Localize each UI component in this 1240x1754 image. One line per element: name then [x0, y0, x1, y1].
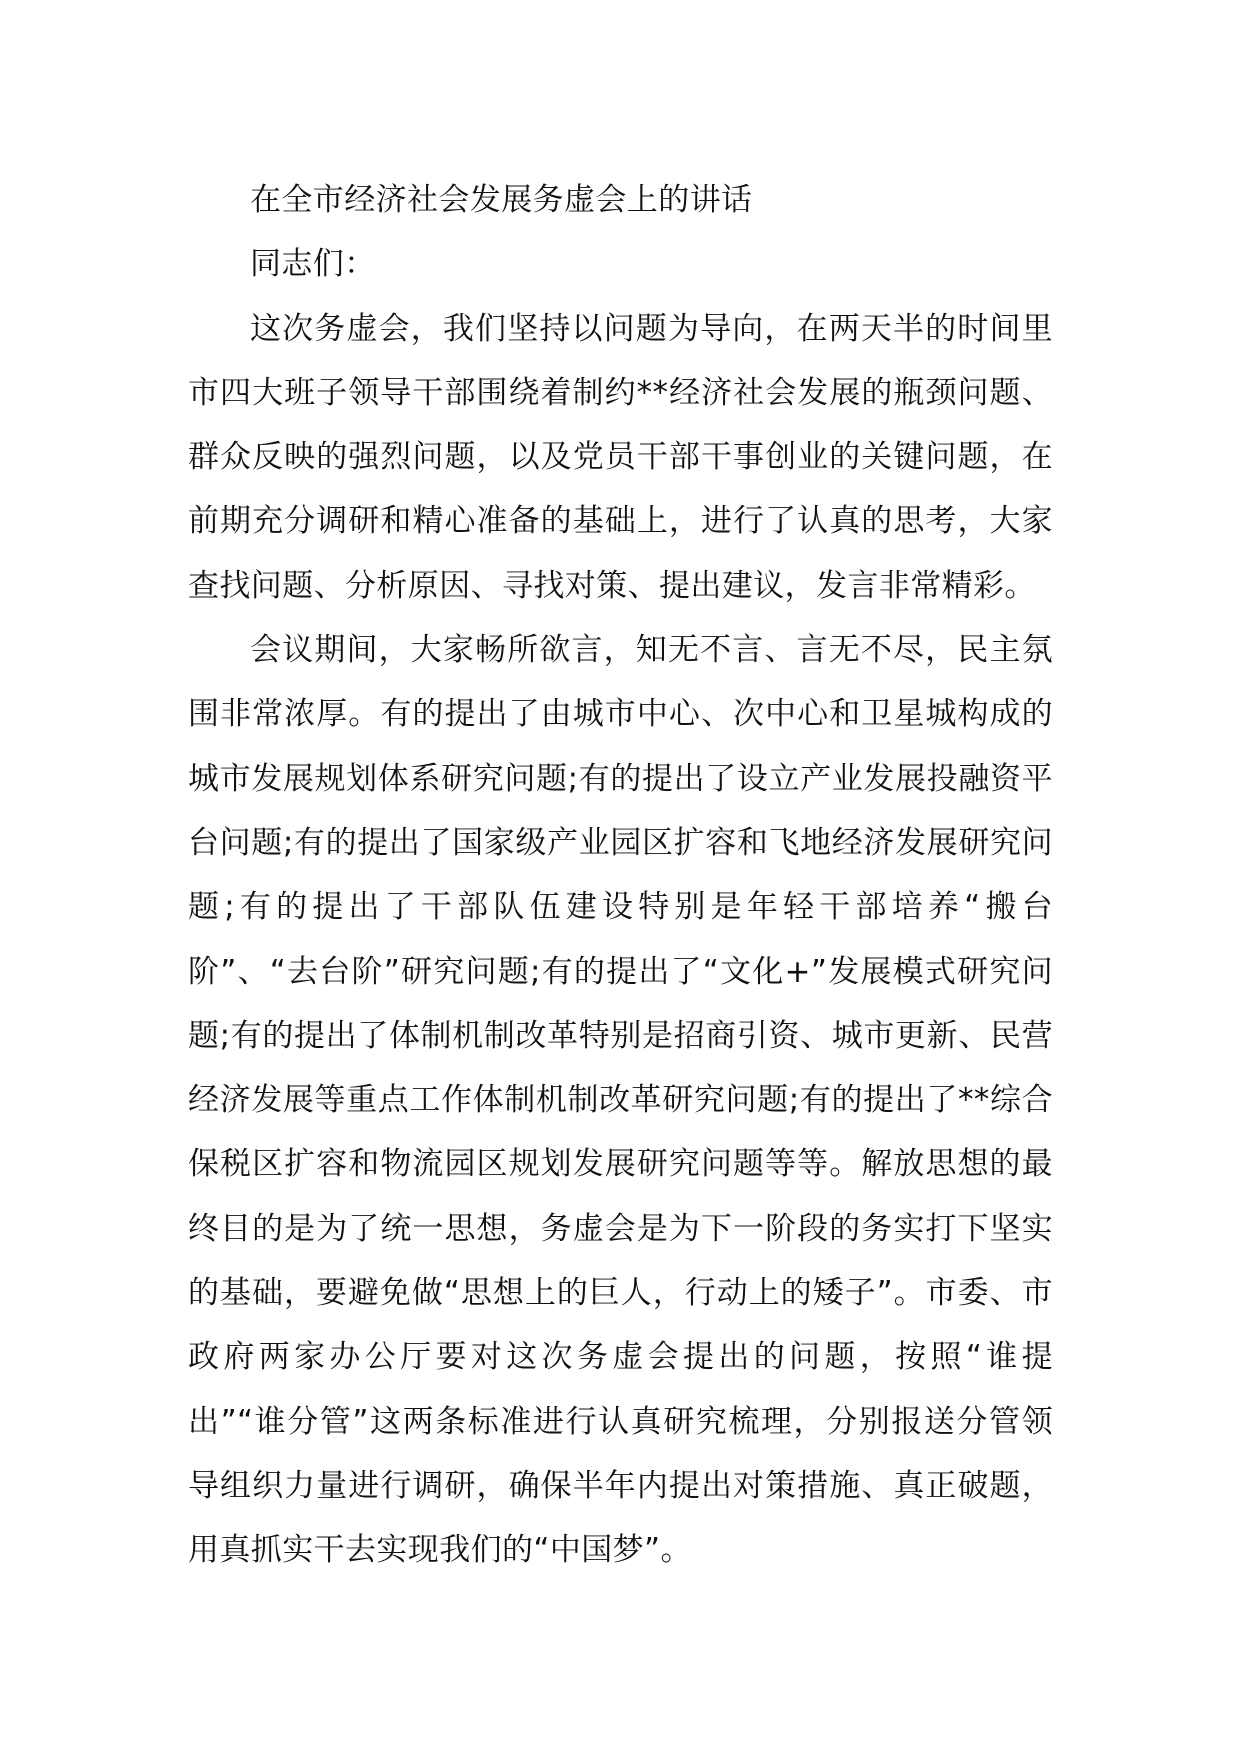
salutation: 同志们： [250, 246, 376, 283]
paragraph-2: 会议期间，大家畅所欲言，知无不言、言无不尽，民主氛围非常浓厚。有的提出了由城市中心、次中心和卫星城构成的城市发展规划体系研究问题;有的提出了设立产业发展投融资平台问题;有的提出了国家级产业园区扩容和飞地经济发展研究问题;有的提出了干部队伍建设特别是年轻干部培养“搬台阶”、“去台阶”研究问题;有的提出了“文化+”发展模式研究问题;有的提出了体制机制改革特别是招商引资、城市更新、民营经济发展等重点工作体制机制改革研究问题;有的提出了**综合保税区扩容和物流园区规划发展研究问题等等。解放思想的最终目的是为了统一思想，务虚会是为下一阶段的务实打下坚实的基础，要避免做“思想上的巨人，行动上的矮子”。市委、市政府两家办公厅要对这次务虚会提出的问题，按照“谁提出”“谁分管”这两条标准进行认真研究梳理，分别报送分管领导组织力量进行调研，确保半年内提出对策措施、真正破题，用真抓实干去实现我们的“中国梦”。 [188, 632, 1053, 1569]
document-title: 在全市经济社会发展务虚会上的讲话 [250, 182, 753, 218]
document-body [188, 168, 1053, 1583]
paragraph-1: 这次务虚会，我们坚持以问题为导向，在两天半的时间里市四大班子领导干部围绕着制约**经济社会发展的瓶颈问题、群众反映的强烈问题，以及党员干部干事创业的关键问题，在前期充分调研和精心准备的基础上，进行了认真的思考，大家查找问题、分析原因、寻找对策、提出建议，发言非常精彩。 [188, 310, 1053, 604]
